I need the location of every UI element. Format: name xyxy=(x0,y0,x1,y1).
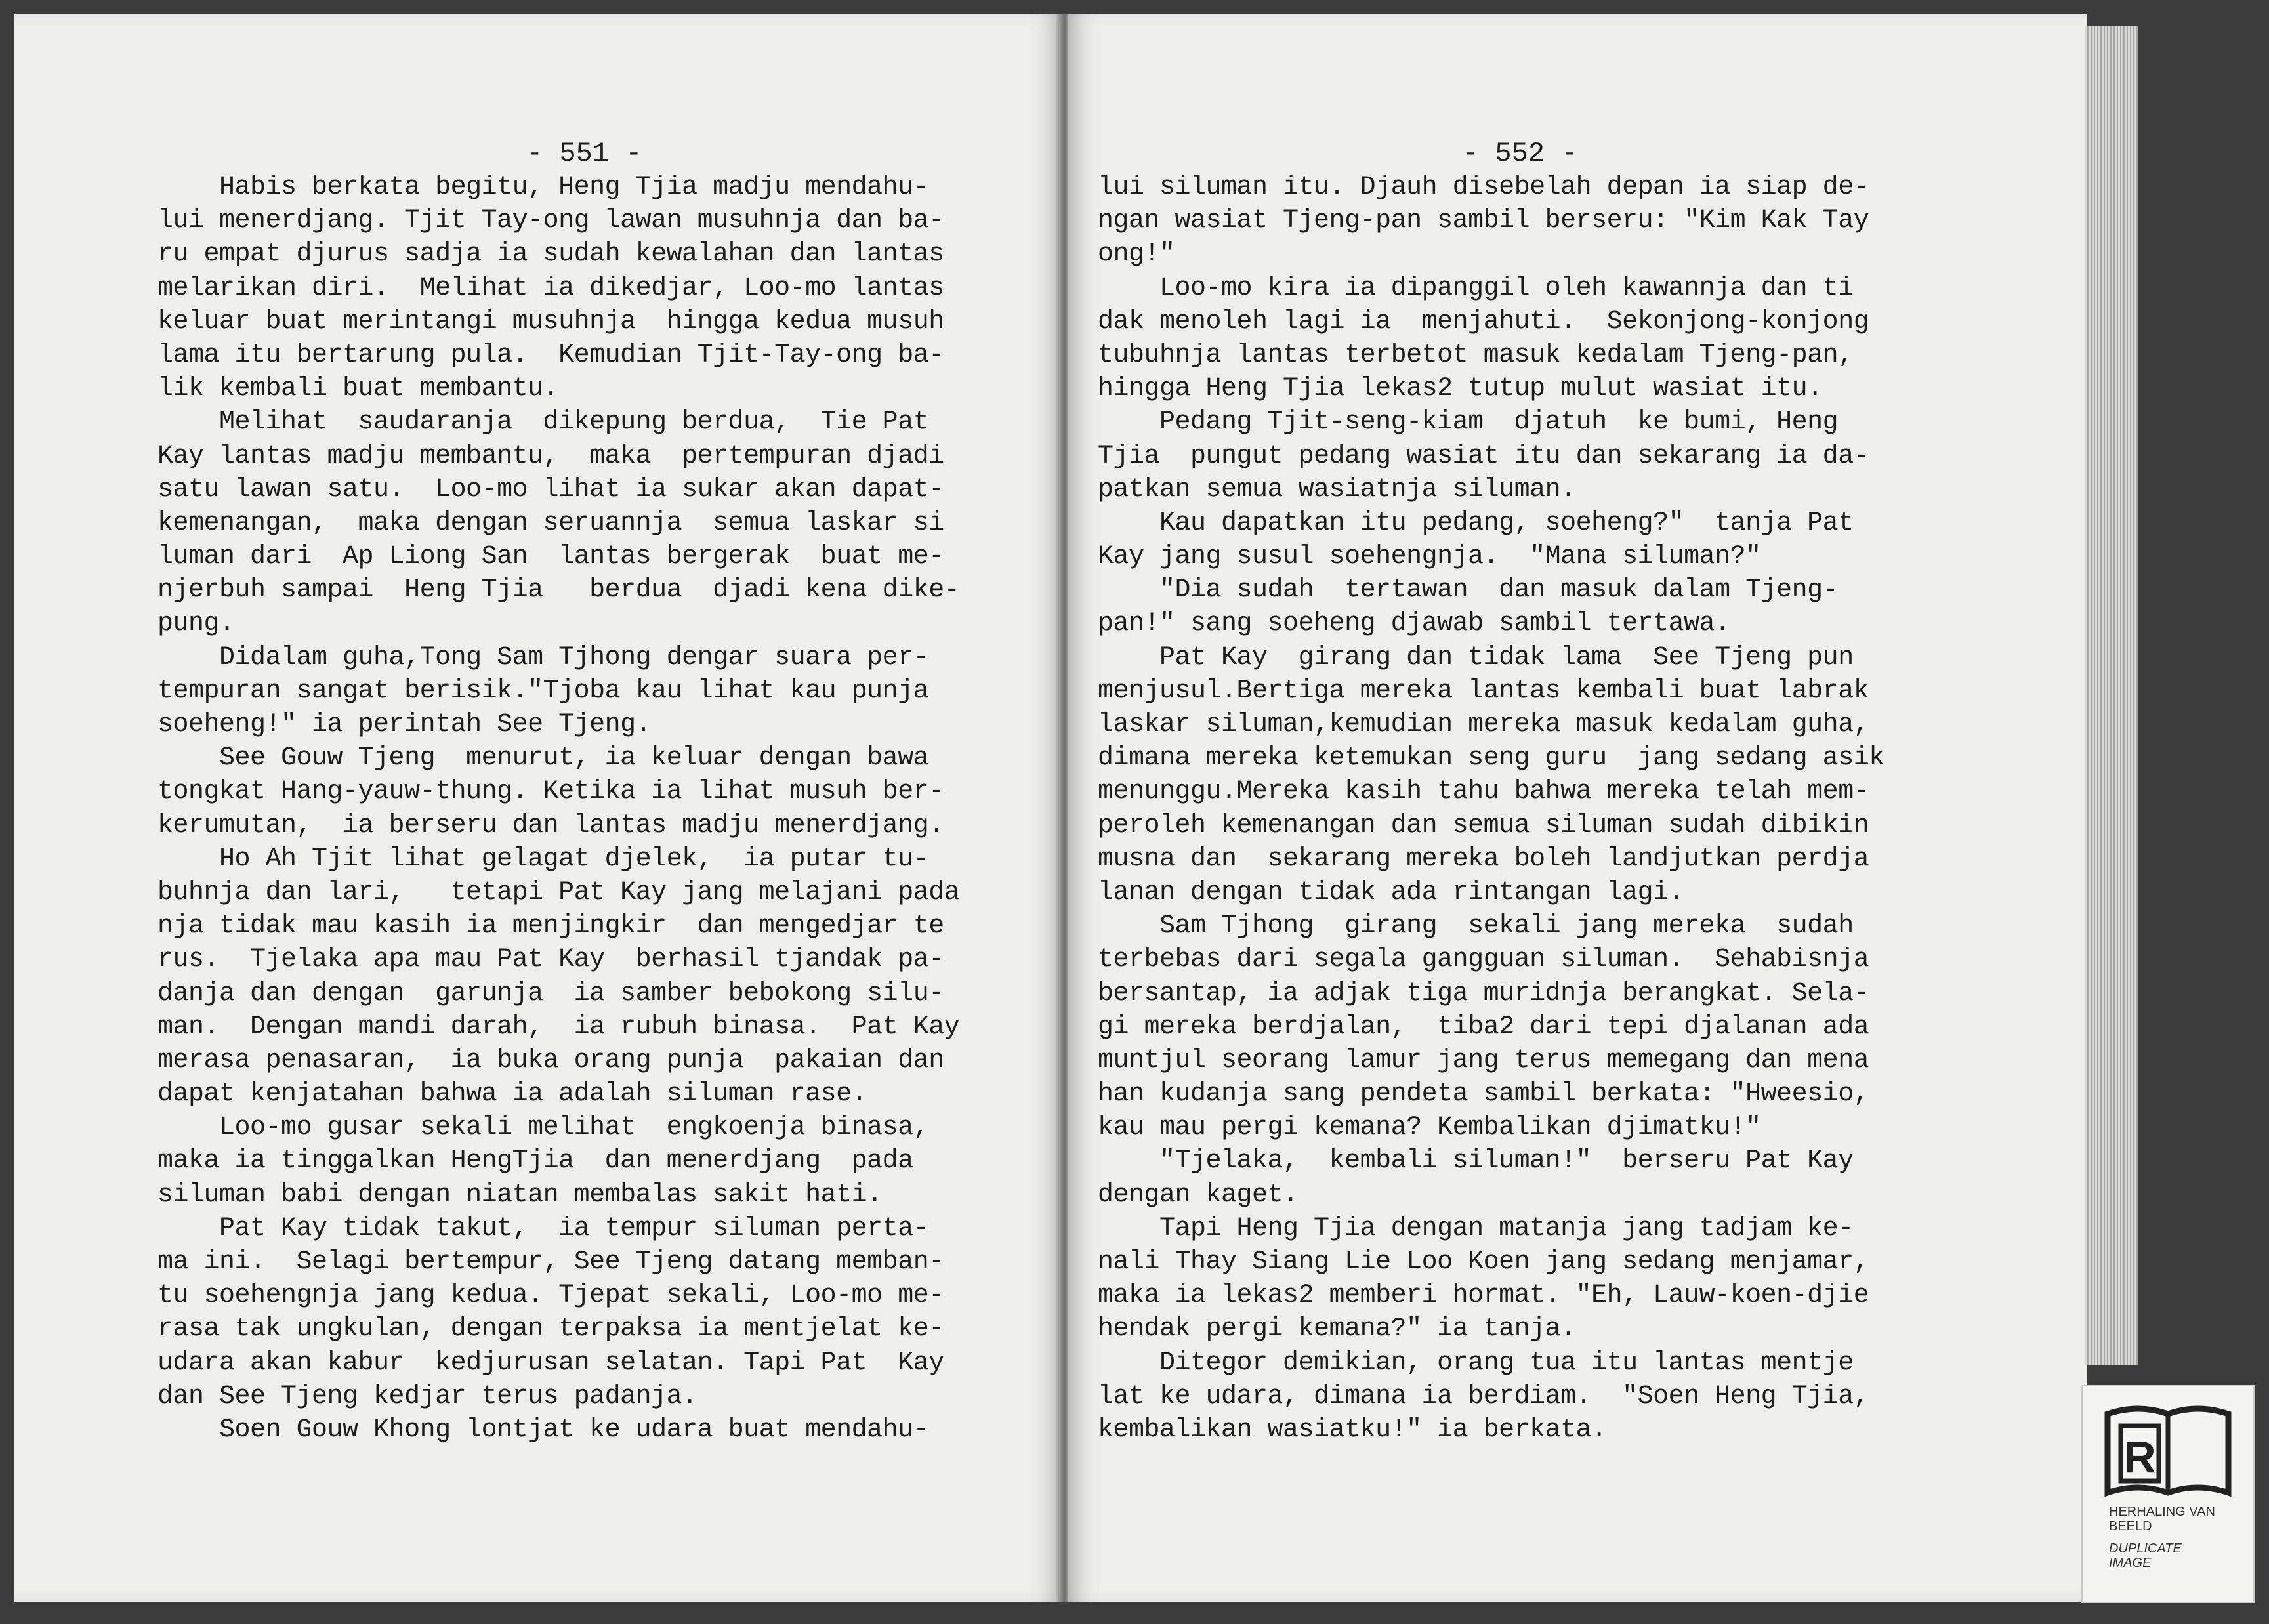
right-page-text-line: lui siluman itu. Djauh disebelah depan ia siap de- xyxy=(1098,173,1869,202)
right-page-text-line: Tapi Heng Tjia dengan matanja jang tadjam ke- xyxy=(1098,1213,1854,1243)
left-page-text-line: man. Dengan mandi darah, ia rubuh binasa. Pat Kay xyxy=(157,1012,960,1042)
right-page-text-line: kau mau pergi kemana? Kembalikan djimatku!" xyxy=(1098,1113,1761,1143)
left-page-text xyxy=(157,171,959,1447)
right-page-text-line: Kau dapatkan itu pedang, soeheng?" tanja Pat xyxy=(1098,508,1854,538)
right-page-text-line: "Tjelaka, kembali siluman!" berseru Pat Kay xyxy=(1098,1146,1854,1176)
right-page-text-line: peroleh kemenangan dan semua siluman sudah dibikin xyxy=(1098,810,1869,841)
right-page-text-line: maka ia lekas2 memberi hormat. "Eh, Lauw-koen-djie xyxy=(1098,1281,1869,1311)
left-page-text-line: kerumutan, ia berseru dan lantas madju menerdjang. xyxy=(157,810,944,841)
left-page-text-line: lui menerdjang. Tjit Tay-ong lawan musuhnja dan ba- xyxy=(157,206,944,236)
left-page-text-line: tempuran sangat berisik."Tjoba kau lihat kau punja xyxy=(157,676,929,706)
right-page-text xyxy=(1098,171,1884,1447)
right-page-text-line: tubuhnja lantas terbetot masuk kedalam Tjeng-pan, xyxy=(1098,340,1854,370)
left-page-text-line: keluar buat merintangi musuhnja hingga kedua musuh xyxy=(157,306,944,337)
left-page-text-line: satu lawan satu. Loo-mo lihat ia sukar akan dapat- xyxy=(157,474,944,505)
right-page-text-line: "Dia sudah tertawan dan masuk dalam Tjeng- xyxy=(1098,575,1839,606)
left-page-text-line: Pat Kay tidak takut, ia tempur siluman perta- xyxy=(157,1213,929,1243)
badge-logo-letter: R xyxy=(2123,1432,2156,1482)
right-page-text-line: Pedang Tjit-seng-kiam djatuh ke bumi, Heng xyxy=(1098,407,1839,438)
left-page-text-line: Kay lantas madju membantu, maka pertempuran djadi xyxy=(157,441,944,471)
badge-line-4: IMAGE xyxy=(2109,1556,2152,1570)
left-page-text-line: Soen Gouw Khong lontjat ke udara buat mendahu- xyxy=(157,1415,929,1445)
left-page-text-line: Habis berkata begitu, Heng Tjia madju mendahu- xyxy=(157,173,929,202)
left-page-text-line: pung. xyxy=(157,609,235,639)
right-page-text-line: Tjia pungut pedang wasiat itu dan sekarang ia da- xyxy=(1098,441,1869,471)
right-page-text-line: terbebas dari segala gangguan siluman. Sehabisnja xyxy=(1098,945,1869,975)
left-page-text-line: rasa tak ungkulan, dengan terpaksa ia mentjelat ke- xyxy=(157,1314,944,1344)
right-page-text-line: bersantap, ia adjak tiga muridnja berangkat. Sela- xyxy=(1098,978,1869,1009)
right-page-text-line: menunggu.Mereka kasih tahu bahwa mereka telah mem- xyxy=(1098,777,1869,807)
right-page-text-line: muntjul seorang lamur jang terus memegang dan mena xyxy=(1098,1045,1869,1075)
left-page-text-line: kemenangan, maka dengan seruannja semua laskar si xyxy=(157,508,944,538)
right-page-text-line: lanan dengan tidak ada rintangan lagi. xyxy=(1098,877,1684,907)
right-page-text-line: dengan kaget. xyxy=(1098,1180,1299,1210)
left-page-text-line: See Gouw Tjeng menurut, ia keluar dengan bawa xyxy=(157,743,929,774)
page-number-left: - 551 - xyxy=(526,138,642,169)
left-page-text-line: soeheng!" ia perintah See Tjeng. xyxy=(157,710,652,739)
left-page-text-line: udara akan kabur kedjurusan selatan. Tapi Pat Kay xyxy=(157,1348,944,1378)
left-page-text-line: nja tidak mau kasih ia menjingkir dan mengedjar te xyxy=(157,911,944,942)
right-page-text-line: hendak pergi kemana?" ia tanja. xyxy=(1098,1314,1576,1344)
left-page-text-line: maka ia tinggalkan HengTjia dan menerdjang pada xyxy=(157,1146,913,1176)
badge-line-2: BEELD xyxy=(2109,1519,2152,1533)
right-page-text-line: dimana mereka ketemukan seng guru jang sedang asik xyxy=(1098,743,1884,774)
left-page-text-line: melarikan diri. Melihat ia dikedjar, Loo-mo lantas xyxy=(157,273,944,303)
right-page-text-line: laskar siluman,kemudian mereka masuk kedalam guha, xyxy=(1098,710,1869,739)
left-page-text-line: lik kembali buat membantu. xyxy=(157,374,559,404)
badge-line-1: HERHALING VAN xyxy=(2109,1505,2215,1519)
left-page-text-line: lama itu bertarung pula. Kemudian Tjit-Tay-ong ba- xyxy=(157,340,944,370)
right-page-text-line: Pat Kay girang dan tidak lama See Tjeng pun xyxy=(1098,642,1854,673)
right-page-text-line: Kay jang susul soehengnja. "Mana siluman?" xyxy=(1098,542,1761,572)
page-number-right: - 552 - xyxy=(1462,138,1578,169)
left-page-text-line: buhnja dan lari, tetapi Pat Kay jang melajani pada xyxy=(157,877,960,907)
book-icon xyxy=(2102,1402,2234,1501)
right-page-text-line: nali Thay Siang Lie Loo Koen jang sedang menjamar, xyxy=(1098,1247,1869,1277)
right-page xyxy=(1068,14,2087,1602)
duplicate-image-badge xyxy=(2081,1385,2255,1603)
left-page-text-line: Loo-mo gusar sekali melihat engkoenja binasa, xyxy=(157,1113,929,1143)
right-page-text-line: patkan semua wasiatnja siluman. xyxy=(1098,474,1576,505)
right-page-text-line: kembalikan wasiatku!" ia berkata. xyxy=(1098,1415,1607,1445)
left-page-text-line: merasa penasaran, ia buka orang punja pakaian dan xyxy=(157,1045,944,1075)
right-page-text-line: ngan wasiat Tjeng-pan sambil berseru: "Kim Kak Tay xyxy=(1098,206,1869,236)
left-page-text-line: luman dari Ap Liong San lantas bergerak buat me- xyxy=(157,542,944,572)
right-page-text-line: Sam Tjhong girang sekali jang mereka sudah xyxy=(1098,911,1854,942)
right-page-text-line: menjusul.Bertiga mereka lantas kembali buat labrak xyxy=(1098,676,1869,706)
left-page-text-line: danja dan dengan garunja ia samber bebokong silu- xyxy=(157,978,944,1009)
right-page-text-line: Loo-mo kira ia dipanggil oleh kawannja dan ti xyxy=(1098,273,1854,303)
left-page-text-line: ma ini. Selagi bertempur, See Tjeng datang memban- xyxy=(157,1247,944,1277)
right-page-text-line: Ditegor demikian, orang tua itu lantas mentje xyxy=(1098,1348,1854,1378)
right-page-text-line: gi mereka berdjalan, tiba2 dari tepi djalanan ada xyxy=(1098,1012,1869,1042)
left-page-text-line: tongkat Hang-yauw-thung. Ketika ia lihat musuh ber- xyxy=(157,777,944,807)
left-page-text-line: Ho Ah Tjit lihat gelagat djelek, ia putar tu- xyxy=(157,844,929,874)
right-page-text-line: dak menoleh lagi ia menjahuti. Sekonjong-konjong xyxy=(1098,306,1869,337)
left-page-text-line: Didalam guha,Tong Sam Tjhong dengar suara per- xyxy=(157,642,929,673)
right-page-text-line: ong!" xyxy=(1098,239,1175,270)
right-page-text-line: han kudanja sang pendeta sambil berkata: "Hweesio, xyxy=(1098,1079,1869,1110)
right-page-text-line: hingga Heng Tjia lekas2 tutup mulut wasiat itu. xyxy=(1098,374,1823,404)
left-page-text-line: dan See Tjeng kedjar terus padanja. xyxy=(157,1381,697,1411)
right-page-text-line: lat ke udara, dimana ia berdiam. "Soen Heng Tjia, xyxy=(1098,1381,1869,1411)
left-page-text-line: siluman babi dengan niatan membalas sakit hati. xyxy=(157,1180,883,1210)
left-page-text-line: dapat kenjatahan bahwa ia adalah siluman rase. xyxy=(157,1079,867,1110)
badge-line-3: DUPLICATE xyxy=(2109,1541,2182,1556)
left-page xyxy=(14,14,1061,1602)
right-page-text-line: musna dan sekarang mereka boleh landjutkan perdja xyxy=(1098,844,1869,874)
right-page-text-line: pan!" sang soeheng djawab sambil tertawa. xyxy=(1098,609,1730,639)
left-page-text-line: Melihat saudaranja dikepung berdua, Tie Pat xyxy=(157,407,929,438)
left-page-text-line: njerbuh sampai Heng Tjia berdua djadi kena dike- xyxy=(157,575,960,606)
left-page-text-line: tu soehengnja jang kedua. Tjepat sekali, Loo-mo me- xyxy=(157,1281,944,1311)
page-edges xyxy=(2085,26,2138,1365)
left-page-text-line: rus. Tjelaka apa mau Pat Kay berhasil tjandak pa- xyxy=(157,945,944,975)
left-page-text-line: ru empat djurus sadja ia sudah kewalahan dan lantas xyxy=(157,239,944,270)
